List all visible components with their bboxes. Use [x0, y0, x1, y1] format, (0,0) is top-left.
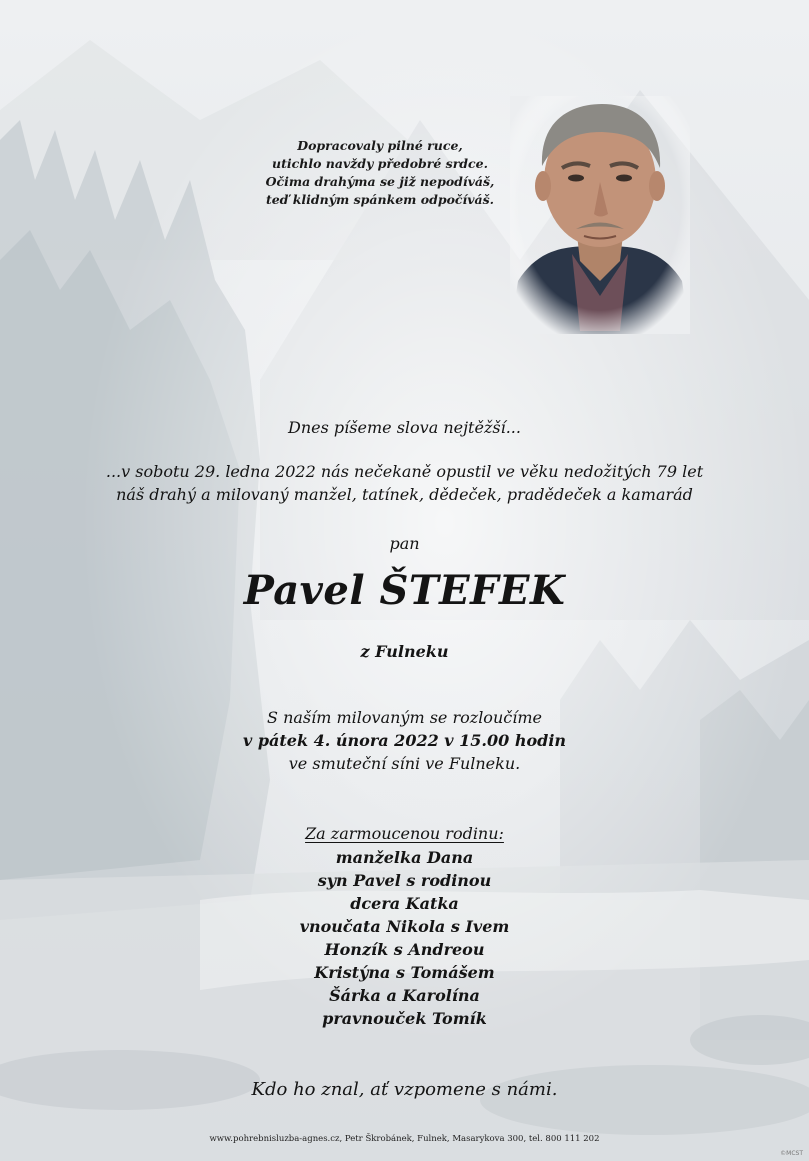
family-member: Kristýna s Tomášem	[314, 963, 495, 982]
family-member: syn Pavel s rodinou	[317, 871, 492, 890]
origin-text: z Fulneku	[360, 642, 449, 661]
relationship-line: náš drahý a milovaný manžel, tatínek, dědeček, pradědeček a kamarád	[116, 485, 693, 504]
family-member: manželka Dana	[335, 848, 474, 867]
verse-line: utichlo navždy předobré srdce.	[272, 156, 488, 171]
memorial-verse	[255, 137, 505, 209]
family-member: vnoučata Nikola s Ivem	[299, 917, 510, 936]
title-pan: pan	[389, 534, 420, 553]
verse-line: Dopracovaly pilné ruce,	[297, 138, 463, 153]
family-member: pravnouček Tomík	[322, 1009, 487, 1028]
family-member: dcera Katka	[350, 894, 459, 913]
farewell-place: ve smuteční síni ve Fulneku.	[288, 754, 521, 773]
intro-text: Dnes píšeme slova nejtěžší...	[288, 418, 521, 437]
portrait-photo	[510, 96, 690, 334]
funeral-service-footer: www.pohrebnisluzba-agnes.cz, Petr Škrobánek, Fulnek, Masarykova 300, tel. 800 111 202	[209, 1134, 600, 1144]
copyright-mark: ©MCST	[780, 1150, 803, 1157]
family-heading: Za zarmoucenou rodinu:	[305, 824, 504, 843]
verse-line: Očima drahýma se již nepodíváš,	[265, 174, 495, 189]
farewell-intro: S naším milovaným se rozloučíme	[267, 708, 542, 727]
verse-line: teď klidným spánkem odpočíváš.	[265, 192, 495, 207]
death-notice-line: ...v sobotu 29. ledna 2022 nás nečekaně opustil ve věku nedožitých 79 let	[105, 462, 704, 481]
closing-line: Kdo ho znal, ať vzpomene s námi.	[251, 1079, 558, 1100]
family-member: Honzík s Andreou	[324, 940, 485, 959]
deceased-name: Pavel ŠTEFEK	[243, 567, 566, 614]
family-member: Šárka a Karolína	[329, 986, 480, 1005]
farewell-date: v pátek 4. února 2022 v 15.00 hodin	[242, 731, 567, 750]
